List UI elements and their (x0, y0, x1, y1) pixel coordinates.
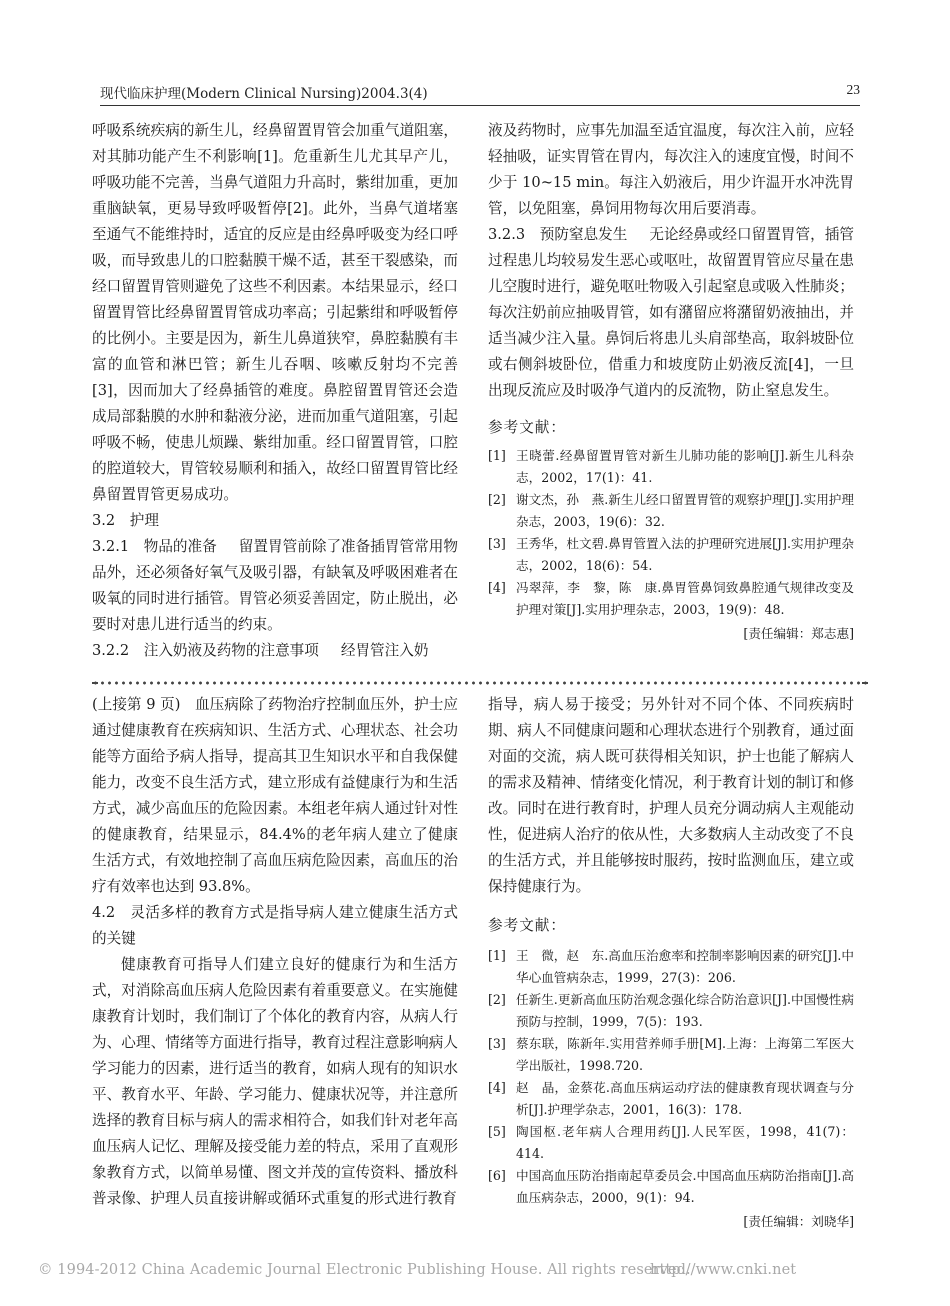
reference-number: [2] (488, 992, 506, 1007)
article2-paragraph: (上接第 9 页) 血压病除了药物治疗控制血压外，护士应通过健康教育在疾病知识、生活方式、心理状态、社会功能等方面给予病人指导，提高其卫生知识水平和自我保健能力，改变不良生活方式，建立形成有益健康行为和生活方式，减少高血压的危险因素。本组老年病人通过针对性的健康教育，结果显示，84.4%的老年病人建立了健康生活方式，有效地控制了高血压病危险因素，高血压的治疗有效率也达到 93.8%。 (92, 696, 458, 895)
article2-right-column (488, 692, 854, 1230)
subsection-heading: 3.2.3 预防窒息发生 (488, 226, 628, 243)
article1-paragraph: 呼吸系统疾病的新生儿，经鼻留置胃管会加重气道阻塞，对其肺功能产生不利影响[1]。危重新生儿尤其早产儿，呼吸功能不完善，当鼻气道阻力升高时，紫绀加重，更加重脑缺氧，更易导致呼吸暂停[2]。此外，当鼻气道堵塞至通气不能维持时，适宜的反应是由经鼻呼吸变为经口呼吸，而导致患儿的口腔黏膜干燥不适，甚至干裂感染，而经口留置胃管则避免了这些不利因素。本结果显示，经口留置胃管比经鼻留置胃管成功率高；引起紫绀和呼吸暂停的比例小。主要是因为，新生儿鼻道狭窄，鼻腔黏膜有丰富的血管和淋巴管；新生儿吞咽、咳嗽反射均不完善[3]，因而加大了经鼻插管的难度。鼻腔留置胃管还会造成局部黏膜的水肿和黏液分泌，进而加重气道阻塞，引起呼吸不畅，使患儿烦躁、紫绀加重。经口留置胃管，口腔的腔道较大，胃管较易顺利和插入，故经口留置胃管比经鼻留置胃管更易成功。 (92, 122, 458, 503)
responsible-editor: [责任编辑：刘晓华] (743, 1214, 854, 1229)
subsection-heading: 3.2.1 物品的准备 (92, 538, 217, 555)
reference-number: [1] (488, 448, 506, 463)
subsection-body: 经胃管注入奶 (340, 642, 429, 659)
header-rule (100, 105, 860, 106)
reference-text: 陶国枢.老年病人合理用药[J].人民军医，1998，41(7)：414. (516, 1124, 854, 1161)
subsection-3-2-2 (92, 638, 458, 664)
running-header (100, 82, 860, 112)
reference-text: 王秀华，杜文碧.鼻胃管置入法的护理研究进展[J].实用护理杂志，2002，18(6)：54. (516, 536, 854, 573)
reference-number: [2] (488, 492, 506, 507)
reference-number: [4] (488, 580, 506, 595)
subsection-3-2-3 (488, 222, 854, 404)
reference-item (488, 1165, 854, 1209)
reference-text: 王晓蕾.经鼻留置胃管对新生儿肺功能的影响[J].新生儿科杂志，2002，17(1)：41. (516, 448, 854, 485)
references-list (488, 445, 854, 621)
reference-text: 蔡东联，陈新年.实用营养师手册[M].上海：上海第二军医大学出版社，1998.720. (516, 1036, 854, 1073)
article1-paragraph: 液及药物时，应事先加温至适宜温度，每次注入前，应轻轻抽吸，证实胃管在胃内，每次注入的速度宜慢，时间不少于 10~15 min。每注入奶液后，用少许温开水冲洗胃管，以免阻塞，鼻饲用物每次用后要消毒。 (488, 122, 854, 217)
reference-item (488, 989, 854, 1033)
article1-right-column (488, 118, 854, 642)
article2-paragraph: 健康教育可指导人们建立良好的健康行为和生活方式，对消除高血压病人危险因素有着重要意义。在实施健康教育计划时，我们制订了个体化的教育内容，从病人行为、心理、情绪等方面进行指导，教育过程注意影响病人学习能力的因素，进行适当的教育，如病人现有的知识水平、教育水平、年龄、学习能力、健康状况等，并注意所选择的教育目标与病人的需求相符合，如我们针对老年高血压病人记忆、理解及接受能力差的特点，采用了直观形象教育方式，以简单易懂、图文并茂的宣传资料、播放科普录像、护理人员直接讲解或循环式重复的形式进行教育 (92, 956, 458, 1207)
responsible-editor: [责任编辑：郑志惠] (743, 626, 854, 641)
subsection-body: 无论经鼻或经口留置胃管，插管过程患儿均较易发生恶心或呕吐，故留置胃管应尽量在患儿空腹时进行，避免呕吐物吸入引起窒息或吸入性肺炎；每次注奶前应抽吸胃管，如有潴留应将潴留奶液抽出，并适当减少注入量。鼻饲后将患儿头肩部垫高，取斜坡卧位或右侧斜坡卧位，借重力和坡度防止奶液反流[4]，一旦出现反流应及时吸净气道内的反流物，防止窒息发生。 (488, 226, 854, 399)
reference-item (488, 445, 854, 489)
references-title: 参考文献： (488, 419, 566, 436)
reference-text: 王 微，赵 东.高血压治愈率和控制率影响因素的研究[J].中华心血管病杂志，1999，27(3)：206. (516, 948, 854, 985)
section-heading-3-2: 3.2 护理 (92, 512, 159, 529)
reference-number: [6] (488, 1168, 506, 1183)
reference-number: [3] (488, 1036, 506, 1051)
references-title: 参考文献： (488, 917, 566, 934)
reference-item (488, 489, 854, 533)
journal-title: 现代临床护理(Modern Clinical Nursing)2004.3(4) (100, 86, 428, 102)
subsection-3-2-1 (92, 534, 458, 638)
reference-item (488, 1077, 854, 1121)
copyright-footer (38, 1262, 918, 1278)
section-heading-4-2: 4.2 灵活多样的教育方式是指导病人建立健康生活方式的关键 (92, 904, 458, 947)
article1-left-column (92, 118, 458, 664)
reference-item (488, 577, 854, 621)
article2-left-column (92, 692, 458, 1212)
reference-text: 冯翠萍，李 黎，陈 康.鼻胃管鼻饲致鼻腔通气规律改变及护理对策[J].实用护理杂志，2003，19(9)：48. (516, 580, 854, 617)
reference-number: [1] (488, 948, 506, 963)
reference-text: 赵 晶，金蔡花.高血压病运动疗法的健康教育现状调查与分析[J].护理学杂志，2001，16(3)：178. (516, 1080, 854, 1117)
reference-text: 谢文杰，孙 燕.新生儿经口留置胃管的观察护理[J].实用护理杂志，2003，19(6)：32. (516, 492, 854, 529)
reference-number: [4] (488, 1080, 506, 1095)
subsection-heading: 3.2.2 注入奶液及药物的注意事项 (92, 642, 319, 659)
article-divider (92, 679, 868, 687)
references-list (488, 945, 854, 1209)
reference-number: [3] (488, 536, 506, 551)
reference-item (488, 945, 854, 989)
reference-item (488, 533, 854, 577)
article2-paragraph: 指导，病人易于接受；另外针对不同个体、不同疾病时期、病人不同健康问题和心理状态进行个别教育，通过面对面的交流，病人既可获得相关知识，护士也能了解病人的需求及精神、情绪变化情况，利于教育计划的制订和修改。同时在进行教育时，护理人员充分调动病人主观能动性，促进病人治疗的依从性，大多数病人主动改变了不良的生活方式，并且能够按时服药，按时监测血压，建立或保持健康行为。 (488, 696, 854, 895)
copyright-text: © 1994-2012 China Academic Journal Electronic Publishing House. All rights reserved. (38, 1262, 691, 1278)
subsection-body: 留置胃管前除了准备插胃管常用物品外，还必须备好氧气及吸引器，有缺氧及呼吸困难者在吸氧的同时进行插管。胃管必须妥善固定，防止脱出，必要时对患儿进行适当的约束。 (92, 538, 458, 633)
article2-right-text (488, 692, 854, 900)
reference-text: 任新生.更新高血压防治观念强化综合防治意识[J].中国慢性病预防与控制，1999，7(5)：193. (516, 992, 854, 1029)
reference-item (488, 1121, 854, 1165)
reference-number: [5] (488, 1124, 506, 1139)
cnki-url: http://www.cnki.net (650, 1262, 797, 1278)
reference-item (488, 1033, 854, 1077)
page-number: 23 (846, 82, 860, 97)
article1-right-text (488, 118, 854, 404)
reference-text: 中国高血压防治指南起草委员会.中国高血压病防治指南[J].高血压病杂志，2000，9(1)：94. (516, 1168, 854, 1205)
